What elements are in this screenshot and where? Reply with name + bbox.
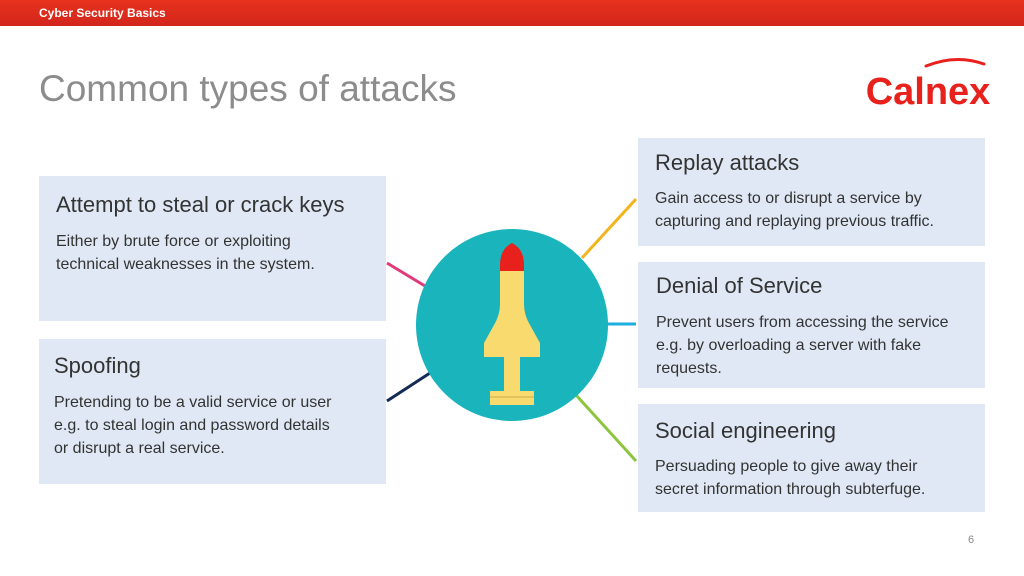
card-spoofing-line: e.g. to steal login and password details	[54, 417, 330, 434]
card-keys-line: Either by brute force or exploiting	[56, 233, 291, 250]
card-spoofing-title: Spoofing	[54, 353, 141, 378]
logo-wordmark: Calnex	[866, 71, 990, 110]
card-spoofing-body	[54, 391, 331, 460]
card-keys	[39, 176, 386, 321]
card-dos-line: Prevent users from accessing the service	[656, 314, 949, 331]
card-dos-line: e.g. by overloading a server with fake	[656, 337, 922, 354]
card-keys-title: Attempt to steal or crack keys	[56, 192, 345, 217]
card-social-line: secret information through subterfuge.	[655, 481, 926, 498]
card-replay-title: Replay attacks	[655, 150, 800, 175]
card-replay	[638, 138, 985, 246]
card-social-line: Persuading people to give away their	[655, 458, 918, 475]
card-dos	[638, 262, 985, 388]
card-social-title: Social engineering	[655, 418, 837, 443]
card-spoofing-line: or disrupt a real service.	[54, 440, 225, 457]
card-replay-body	[655, 187, 934, 233]
card-dos-body	[656, 311, 949, 380]
slide-title: Common types of attacks	[39, 68, 457, 109]
card-keys-body	[56, 230, 315, 276]
rocket-icon	[416, 229, 608, 421]
card-social-body	[655, 455, 925, 501]
page-number: 6	[968, 534, 975, 546]
card-social	[638, 404, 985, 512]
card-replay-line: capturing and replaying previous traffic.	[655, 213, 934, 230]
card-dos-line: requests.	[656, 360, 722, 377]
card-spoofing-line: Pretending to be a valid service or user	[54, 394, 332, 411]
card-keys-line: technical weaknesses in the system.	[56, 256, 315, 273]
card-spoofing	[39, 339, 386, 484]
hub-circle	[416, 229, 608, 421]
card-replay-line: Gain access to or disrupt a service by	[655, 190, 922, 207]
deck-title: Cyber Security Basics	[39, 6, 166, 20]
card-dos-title: Denial of Service	[656, 273, 823, 298]
